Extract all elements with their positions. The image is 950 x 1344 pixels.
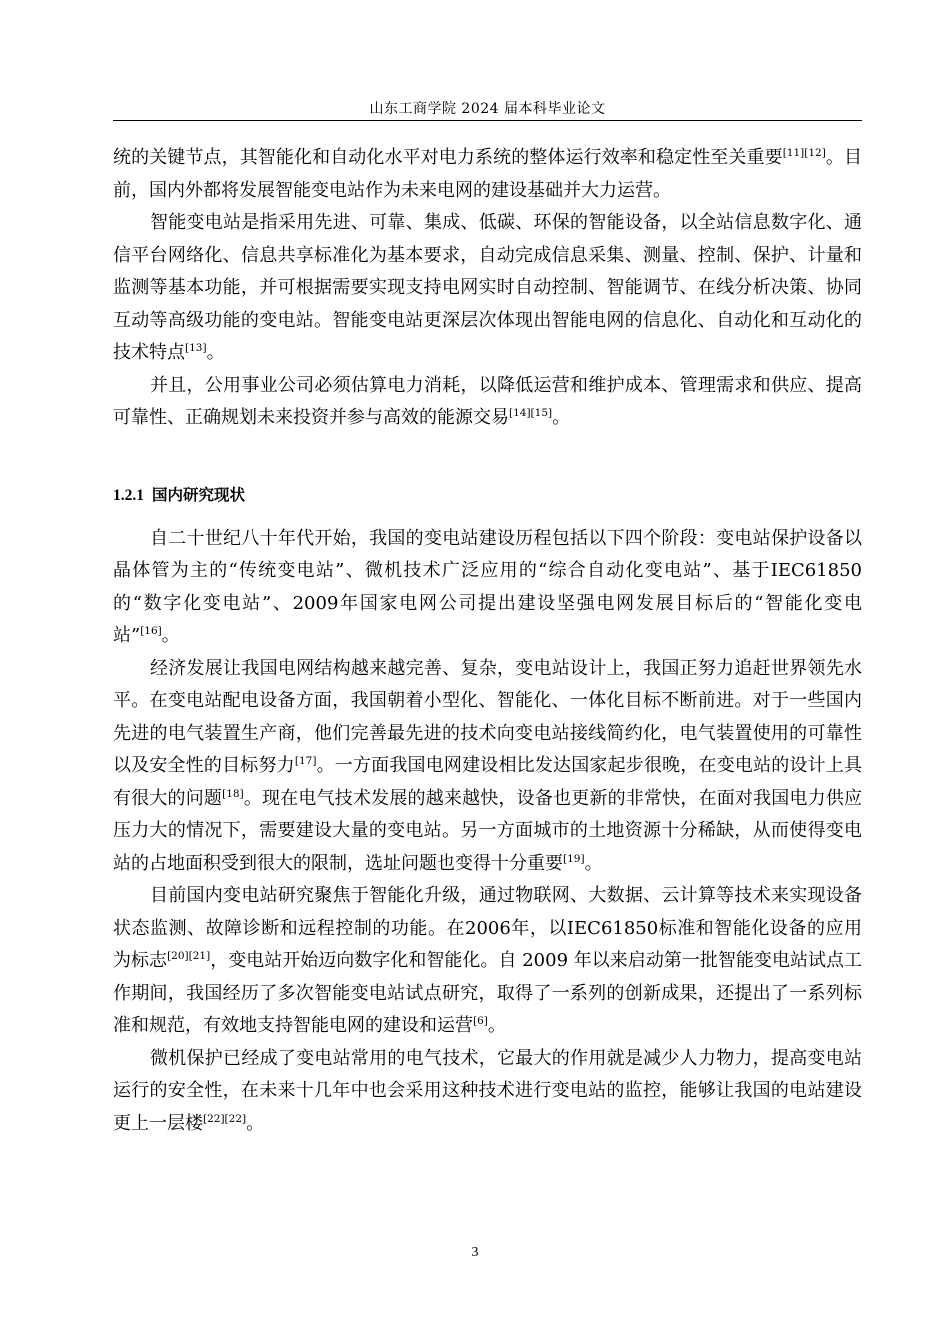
paragraph: 智能变电站是指采用先进、可靠、集成、低碳、环保的智能设备，以全站信息数字化、通信平台网络化、信息共享标准化为基本要求，自动完成信息采集、测量、控制、保护、计量和监测等基本功能，并可根据需要实现支持电网实时自动控制、智能调节、在线分析决策、协同互动等高级功能的变电站。智能变电站更深层次体现出智能电网的信息化、自动化和互动化的技术特点[13]。 — [113, 212, 862, 363]
paragraph: 自二十世纪八十年代开始，我国的变电站建设历程包括以下四个阶段：变电站保护设备以晶体管为主的“传统变电站”、微机技术广泛应用的“综合自动化变电站”、基于IEC61850的“数字化变电站”、2009年国家电网公司提出建设坚强电网发展目标后的“智能化变电站”[16]。 — [113, 527, 862, 646]
body-text — [113, 142, 862, 1140]
citation: [13] — [185, 342, 207, 354]
header-rule — [113, 120, 862, 121]
citation: [14][15] — [509, 407, 553, 419]
running-header: 山东工商学院 2024 届本科毕业论文 — [369, 101, 606, 117]
paragraph: 微机保护已经成了变电站常用的电气技术，它最大的作用就是减少人力物力，提高变电站运行的安全性，在未来十几年中也会采用这种技术进行变电站的监控，能够让我国的电站建设更上一层楼[22][22]。 — [113, 1047, 862, 1134]
citation: [11][12] — [782, 147, 826, 159]
citation: [6] — [473, 1015, 488, 1027]
section-heading — [113, 481, 862, 511]
paragraph: 经济发展让我国电网结构越来越完善、复杂，变电站设计上，我国正努力追赶世界领先水平。在变电站配电设备方面，我国朝着小型化、智能化、一体化目标不断前进。对于一些国内先进的电气装置生产商，他们完善最先进的技术向变电站接线简约化，电气装置使用的可靠性以及安全性的目标努力[17]。一方面我国电网建设相比发达国家起步很晚，在变电站的设计上具有很大的问题[18]。现在电气技术发展的越来越快，设备也更新的非常快，在面对我国电力供应压力大的情况下，需要建设大量的变电站。另一方面城市的土地资源十分稀缺，从而使得变电站的占地面积受到很大的限制，选址问题也变得十分重要[19]。 — [113, 657, 863, 874]
page-number: 3 — [471, 1245, 479, 1260]
citation: [20][21] — [167, 950, 211, 962]
citation: [19] — [563, 852, 585, 865]
citation: [17] — [294, 755, 317, 767]
section-number: 1.2.1 — [113, 486, 144, 504]
paragraph: 目前国内变电站研究聚焦于智能化升级，通过物联网、大数据、云计算等技术来实现设备状态监测、故障诊断和远程控制的功能。在2006年，以IEC61850标准和智能化设备的应用为标志[20][21]，变电站开始迈向数字化和智能化。自 2009 年以来启动第一批智能变电站试点工作期间，我国经历了多次智能变电站试点研究，取得了一系列的创新成果，还提出了一系列标准和规范，有效地支持智能电网的建设和运营[6]。 — [113, 885, 863, 1036]
paragraph: 并且，公用事业公司必须估算电力消耗，以降低运营和维护成本、管理需求和供应、提高可靠性、正确规划未来投资并参与高效的能源交易[14][15]。 — [113, 374, 862, 428]
citation: [18] — [222, 787, 244, 800]
citation: [22][22] — [203, 1112, 247, 1125]
paragraph: 统的关键节点，其智能化和自动化水平对电力系统的整体运行效率和稳定性至关重要[11][12]。目前，国内外都将发展智能变电站作为未来电网的建设基础并大力运营。 — [113, 147, 862, 201]
citation: [16] — [140, 625, 162, 637]
section-title: 国内研究现状 — [152, 486, 246, 504]
